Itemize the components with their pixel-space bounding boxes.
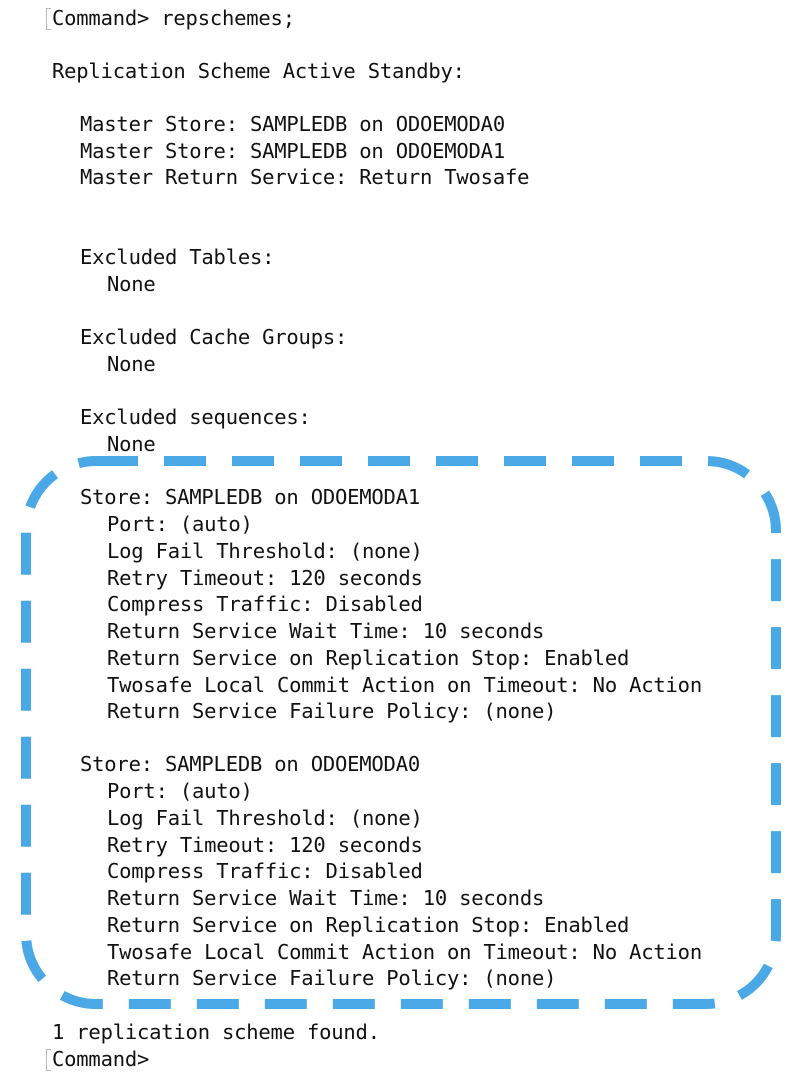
excluded-sequences-label: Excluded sequences: (80, 405, 311, 429)
store-title: Store: SAMPLEDB on ODOEMODA0 (80, 752, 420, 776)
scheme-heading: Replication Scheme Active Standby: (52, 59, 465, 83)
store-return-service-on-stop: Return Service on Replication Stop: Enabled (107, 913, 630, 937)
store-port: Port: (auto) (107, 512, 253, 536)
summary-line: 1 replication scheme found. (52, 1020, 380, 1044)
store-return-service-on-stop: Return Service on Replication Stop: Enabled (107, 646, 630, 670)
store-compress-traffic: Compress Traffic: Disabled (107, 859, 423, 883)
dashed-highlight-box (20, 455, 782, 1010)
store-compress-traffic: Compress Traffic: Disabled (107, 592, 423, 616)
master-store-line: Master Store: SAMPLEDB on ODOEMODA1 (80, 139, 505, 163)
command-prompt-line: Command> (52, 1047, 150, 1071)
store-twosafe-local-commit: Twosafe Local Commit Action on Timeout: No Action (107, 940, 702, 964)
store-port: Port: (auto) (107, 779, 253, 803)
store-title: Store: SAMPLEDB on ODOEMODA1 (80, 485, 420, 509)
store-return-service-failure-policy: Return Service Failure Policy: (none) (107, 699, 557, 723)
store-twosafe-local-commit: Twosafe Local Commit Action on Timeout: No Action (107, 673, 702, 697)
master-store-line: Master Store: SAMPLEDB on ODOEMODA0 (80, 112, 505, 136)
store-return-service-wait-time: Return Service Wait Time: 10 seconds (107, 619, 545, 643)
excluded-cache-groups-label: Excluded Cache Groups: (80, 325, 348, 349)
store-log-fail-threshold: Log Fail Threshold: (none) (107, 806, 423, 830)
dashed-highlight-border (26, 461, 776, 1004)
store-return-service-failure-policy: Return Service Failure Policy: (none) (107, 966, 557, 990)
store-return-service-wait-time: Return Service Wait Time: 10 seconds (107, 886, 545, 910)
prompt-marker (46, 1049, 51, 1071)
excluded-tables-value: None (107, 272, 156, 296)
store-retry-timeout: Retry Timeout: 120 seconds (107, 833, 423, 857)
master-return-service-line: Master Return Service: Return Twosafe (80, 165, 530, 189)
store-retry-timeout: Retry Timeout: 120 seconds (107, 566, 423, 590)
store-log-fail-threshold: Log Fail Threshold: (none) (107, 539, 423, 563)
prompt-marker (46, 8, 51, 30)
excluded-tables-label: Excluded Tables: (80, 245, 275, 269)
excluded-cache-groups-value: None (107, 352, 156, 376)
command-prompt-line: Command> repschemes; (52, 6, 295, 30)
excluded-sequences-value: None (107, 432, 156, 456)
